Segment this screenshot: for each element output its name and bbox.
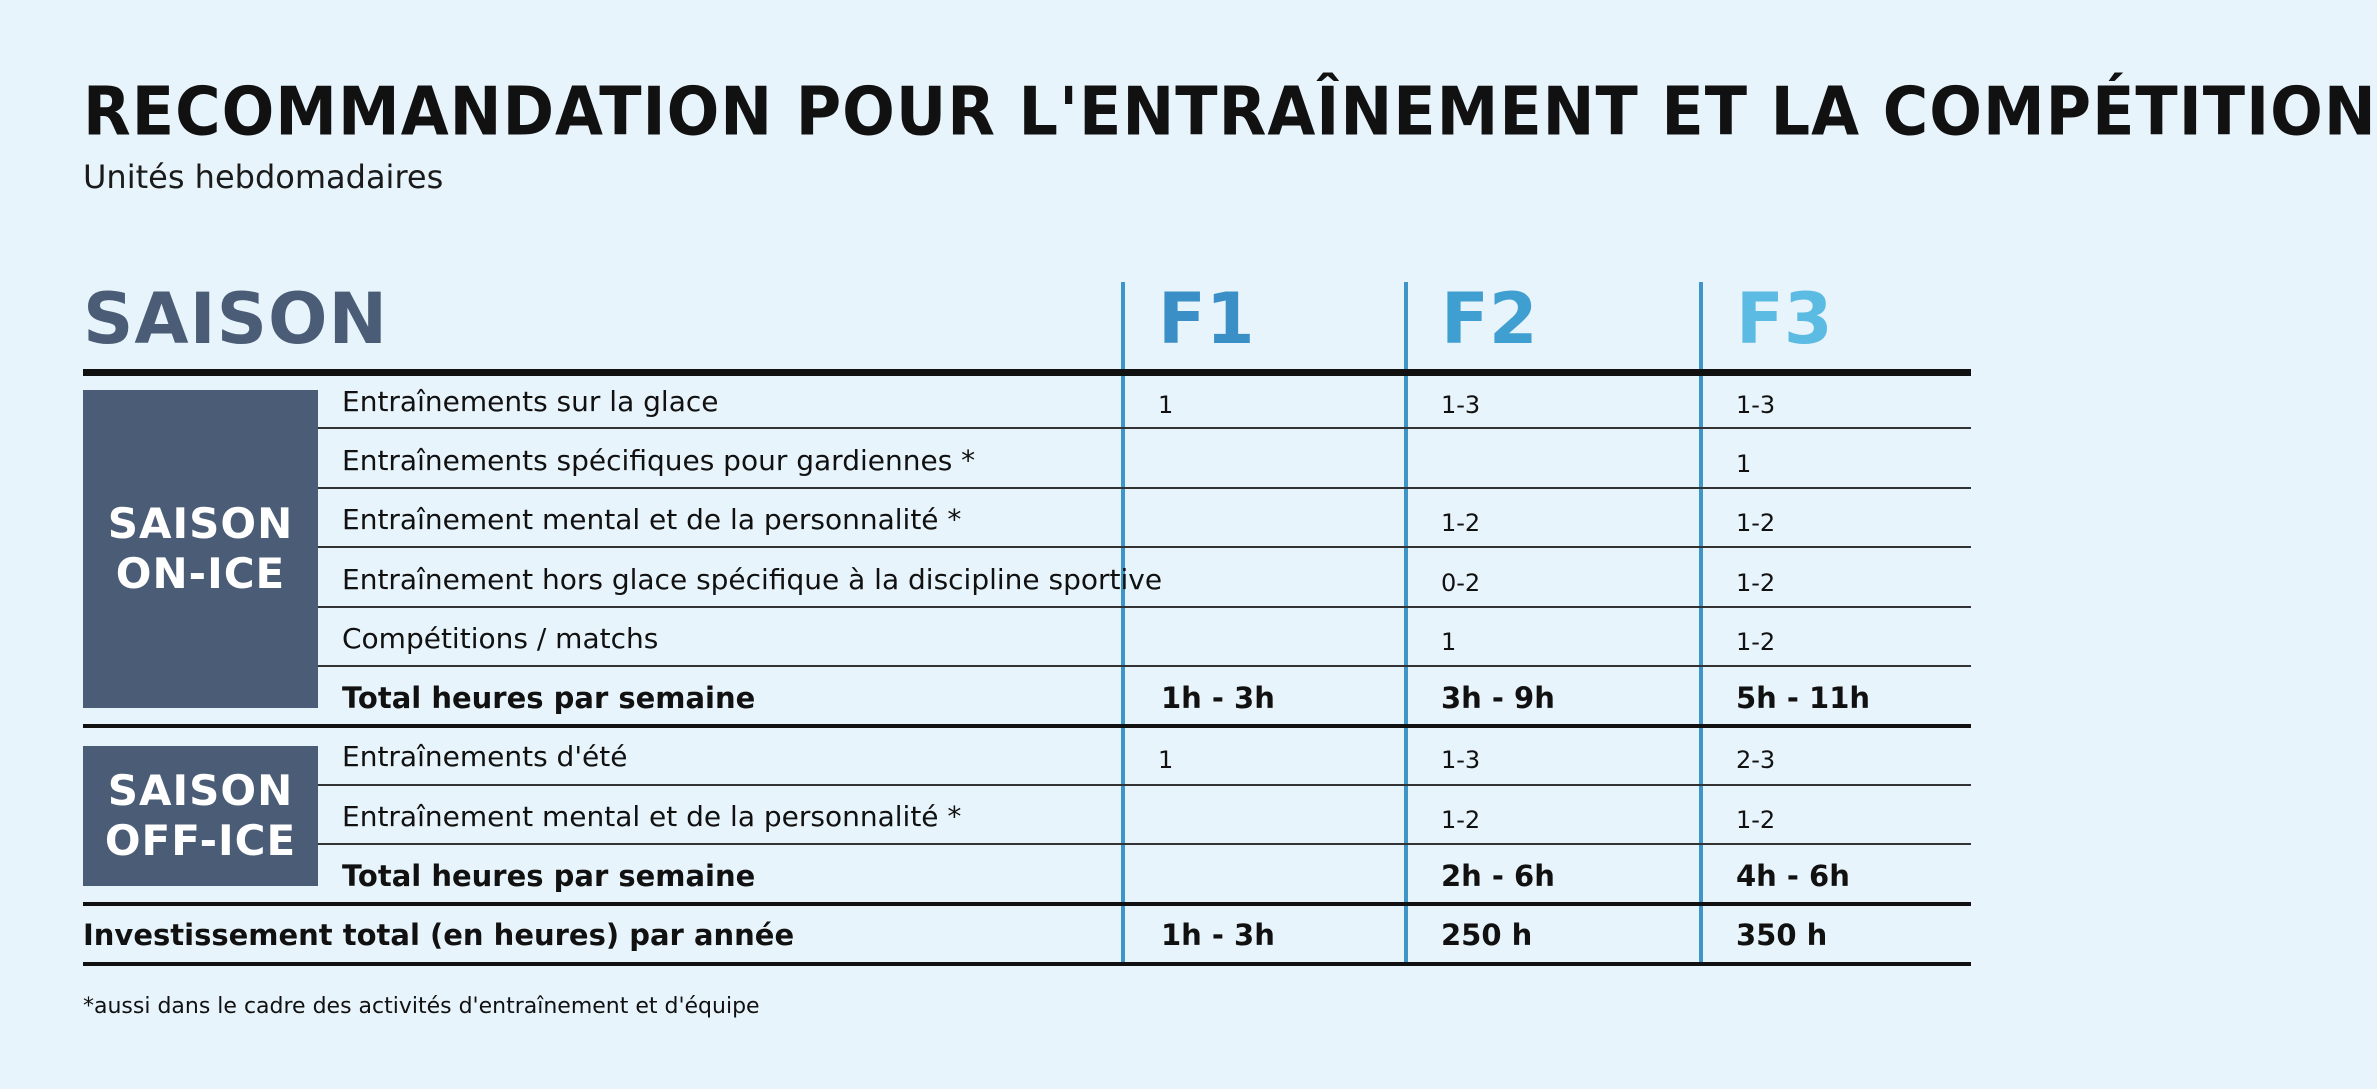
on-ice-total-label: Total heures par semaine bbox=[342, 681, 756, 715]
on-ice-row-label: Entraînements spécifiques pour gardiennes * bbox=[342, 444, 976, 477]
off-ice-row-f2: 1-3 bbox=[1441, 746, 1481, 774]
page-title: RECOMMANDATION POUR L'ENTRAÎNEMENT ET LA COMPÉTITION bbox=[83, 72, 2377, 151]
on-ice-row-label: Entraînement mental et de la personnalité * bbox=[342, 503, 962, 536]
on-ice-row-label: Entraînements sur la glace bbox=[342, 385, 719, 418]
on-ice-row-f2: 1 bbox=[1441, 628, 1457, 656]
off-ice-label-line2: OFF-ICE bbox=[104, 816, 297, 865]
annual-total-f2: 250 h bbox=[1441, 918, 1533, 952]
off-ice-total-label: Total heures par semaine bbox=[342, 859, 756, 893]
column-header-f3: F3 bbox=[1736, 278, 1833, 360]
divider-f2 bbox=[1404, 282, 1408, 964]
column-header-f1: F1 bbox=[1158, 278, 1255, 360]
bottom-rule bbox=[83, 962, 1971, 966]
season-column-header: SAISON bbox=[83, 278, 389, 360]
off-ice-season-label bbox=[83, 746, 318, 886]
on-ice-season-label bbox=[83, 390, 318, 708]
annual-total-label: Investissement total (en heures) par année bbox=[83, 918, 795, 952]
page-subtitle: Unités hebdomadaires bbox=[83, 158, 444, 196]
on-ice-row-f3: 1-2 bbox=[1736, 569, 1776, 597]
off-ice-row-f3: 2-3 bbox=[1736, 746, 1776, 774]
on-ice-row-f3: 1 bbox=[1736, 450, 1752, 478]
row-rule bbox=[318, 665, 1971, 667]
section-rule bbox=[83, 724, 1971, 728]
on-ice-row-label: Entraînement hors glace spécifique à la discipline sportive bbox=[342, 563, 1163, 596]
on-ice-total-f3: 5h - 11h bbox=[1736, 681, 1871, 715]
footnote: *aussi dans le cadre des activités d'entraînement et d'équipe bbox=[83, 994, 760, 1019]
divider-f1 bbox=[1121, 282, 1125, 964]
divider-f3 bbox=[1699, 282, 1703, 964]
on-ice-row-f3: 1-3 bbox=[1736, 391, 1776, 419]
row-rule bbox=[318, 487, 1971, 489]
on-ice-total-f1: 1h - 3h bbox=[1161, 681, 1275, 715]
section-rule bbox=[83, 902, 1971, 906]
on-ice-row-f1: 1 bbox=[1158, 391, 1174, 419]
on-ice-label-line1: SAISON bbox=[107, 499, 294, 548]
off-ice-row-label: Entraînements d'été bbox=[342, 740, 628, 773]
row-rule bbox=[318, 427, 1971, 429]
off-ice-row-label: Entraînement mental et de la personnalité * bbox=[342, 800, 962, 833]
on-ice-row-label: Compétitions / matchs bbox=[342, 622, 659, 655]
on-ice-row-f3: 1-2 bbox=[1736, 628, 1776, 656]
off-ice-row-f3: 1-2 bbox=[1736, 806, 1776, 834]
on-ice-label-line2: ON-ICE bbox=[115, 549, 286, 598]
off-ice-total-f3: 4h - 6h bbox=[1736, 859, 1850, 893]
row-rule bbox=[318, 606, 1971, 608]
header-rule bbox=[83, 369, 1971, 376]
off-ice-row-f1: 1 bbox=[1158, 746, 1174, 774]
off-ice-total-f2: 2h - 6h bbox=[1441, 859, 1555, 893]
off-ice-row-f2: 1-2 bbox=[1441, 806, 1481, 834]
column-header-f2: F2 bbox=[1441, 278, 1538, 360]
annual-total-f1: 1h - 3h bbox=[1161, 918, 1275, 952]
row-rule bbox=[318, 784, 1971, 786]
on-ice-row-f2: 1-3 bbox=[1441, 391, 1481, 419]
on-ice-row-f2: 1-2 bbox=[1441, 509, 1481, 537]
on-ice-row-f3: 1-2 bbox=[1736, 509, 1776, 537]
row-rule bbox=[318, 546, 1971, 548]
on-ice-row-f2: 0-2 bbox=[1441, 569, 1481, 597]
row-rule bbox=[318, 843, 1971, 845]
on-ice-total-f2: 3h - 9h bbox=[1441, 681, 1555, 715]
annual-total-f3: 350 h bbox=[1736, 918, 1828, 952]
off-ice-label-line1: SAISON bbox=[107, 766, 294, 815]
